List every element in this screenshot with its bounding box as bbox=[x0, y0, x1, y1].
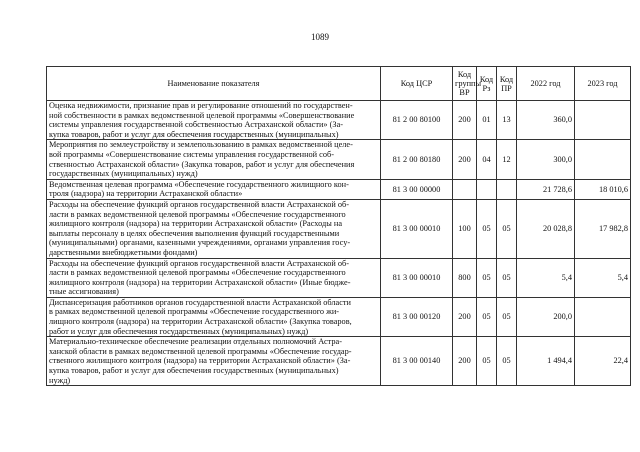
row-name-line: ственностью Астраханской области» (Закупка товаров, работ и услуг для обеспечения bbox=[49, 159, 355, 169]
row-name-line: дарственными внебюджетными фондами) bbox=[49, 247, 198, 257]
row-name bbox=[47, 297, 381, 336]
row-2022: 5,4 bbox=[517, 258, 575, 297]
row-2022: 20 028,8 bbox=[517, 199, 575, 258]
row-pr: 05 bbox=[497, 297, 517, 336]
row-vr: 200 bbox=[453, 297, 477, 336]
row-pr: 13 bbox=[497, 101, 517, 140]
row-name-line: ласти в рамках ведомственной целевой программы «Обеспечение государственного bbox=[49, 209, 346, 219]
row-name-line: жилищного контроля (надзора) на территории Астраханской области» (Расходы на bbox=[49, 219, 343, 229]
page-number: 1089 bbox=[311, 32, 329, 42]
row-2023: 17 982,8 bbox=[575, 199, 631, 258]
row-name-line: Материально-техническое обеспечение реализации отдельных полномочий Астра- bbox=[49, 337, 342, 347]
row-name-line: Диспансеризация работников органов государственной власти Астраханской области bbox=[49, 297, 351, 307]
row-rz: 05 bbox=[477, 337, 497, 386]
row-name-line: государственных (муниципальных) нужд) bbox=[49, 169, 198, 179]
row-2022: 21 728,6 bbox=[517, 179, 575, 199]
row-2023 bbox=[575, 140, 631, 179]
header-2023: 2023 год bbox=[575, 67, 631, 101]
row-name-line: Расходы на обеспечение функций органов государственной власти Астраханской об- bbox=[49, 258, 349, 268]
row-name-line: купка товаров, работ и услуг для обеспечения государственных (муниципальных) bbox=[49, 129, 339, 139]
row-name-line: нужд) bbox=[49, 375, 71, 385]
row-name bbox=[47, 140, 381, 179]
row-pr bbox=[497, 179, 517, 199]
row-rz: 05 bbox=[477, 258, 497, 297]
table-row bbox=[47, 199, 631, 258]
row-2022: 1 494,4 bbox=[517, 337, 575, 386]
row-name-line: выплаты персоналу в целях обеспечения выполнения функций государственными bbox=[49, 228, 340, 238]
table-row bbox=[47, 258, 631, 297]
row-name-line: (муниципальными) органами, казенными учреждениями, органами управления госу- bbox=[49, 238, 351, 248]
row-name bbox=[47, 101, 381, 140]
row-name-line: в рамках ведомственной целевой программы «Обеспечение государственного жи- bbox=[49, 307, 340, 317]
row-name bbox=[47, 199, 381, 258]
row-pr: 05 bbox=[497, 199, 517, 258]
row-name-line: Ведомственная целевая программа «Обеспечение государственного жилищного кон- bbox=[49, 179, 349, 189]
row-name-line: ной собственности в рамках ведомственной целевой программы «Совершенствование bbox=[49, 110, 355, 120]
row-name bbox=[47, 179, 381, 199]
row-name-line: Оценка недвижимости, признание прав и регулирование отношений по государствен- bbox=[49, 101, 353, 110]
table-row bbox=[47, 297, 631, 336]
header-2022: 2022 год bbox=[517, 67, 575, 101]
row-csr: 81 3 00 00000 bbox=[381, 179, 453, 199]
row-csr: 81 2 00 80100 bbox=[381, 101, 453, 140]
row-vr: 200 bbox=[453, 140, 477, 179]
row-vr bbox=[453, 179, 477, 199]
header-csr: Код ЦСР bbox=[381, 67, 453, 101]
row-vr: 100 bbox=[453, 199, 477, 258]
row-rz: 05 bbox=[477, 199, 497, 258]
row-2023 bbox=[575, 101, 631, 140]
row-2022: 200,0 bbox=[517, 297, 575, 336]
row-2023: 22,4 bbox=[575, 337, 631, 386]
table-row bbox=[47, 179, 631, 199]
table-row bbox=[47, 337, 631, 386]
row-name-line: ственного жилищного контроля (надзора) на территории Астраханской области» (За- bbox=[49, 356, 351, 366]
header-rz: Код Рз bbox=[477, 67, 497, 101]
row-name-line: Расходы на обеспечение функций органов государственной власти Астраханской об- bbox=[49, 199, 349, 209]
row-name-line: ласти в рамках ведомственной целевой программы «Обеспечение государственного bbox=[49, 268, 346, 278]
budget-table bbox=[46, 66, 631, 386]
row-rz: 05 bbox=[477, 297, 497, 336]
table-row bbox=[47, 101, 631, 140]
row-2023: 5,4 bbox=[575, 258, 631, 297]
row-csr: 81 3 00 00010 bbox=[381, 199, 453, 258]
row-name-line: ханской области в рамках ведомственной целевой программы «Обеспечение государ- bbox=[49, 346, 352, 356]
row-vr: 800 bbox=[453, 258, 477, 297]
row-pr: 05 bbox=[497, 337, 517, 386]
row-name-line: работ и услуг для обеспечения государственных (муниципальных) нужд) bbox=[49, 326, 309, 336]
row-rz: 04 bbox=[477, 140, 497, 179]
row-name bbox=[47, 258, 381, 297]
row-2023 bbox=[575, 297, 631, 336]
row-name-line: вой программы «Совершенствование системы управления государственной соб- bbox=[49, 149, 334, 159]
row-2023: 18 010,6 bbox=[575, 179, 631, 199]
row-name-line: троля (надзора) на территории Астраханской области» bbox=[49, 189, 243, 199]
row-vr: 200 bbox=[453, 101, 477, 140]
table-header-row bbox=[47, 67, 631, 101]
header-vr: Код группы ВР bbox=[453, 67, 477, 101]
row-name-line: купка товаров, работ и услуг для обеспечения государственных (муниципальных) bbox=[49, 366, 339, 376]
table-row bbox=[47, 140, 631, 179]
row-name-line: лищного контроля (надзора) на территории Астраханской области» (Закупка товаров, bbox=[49, 317, 352, 327]
row-rz bbox=[477, 179, 497, 199]
row-csr: 81 2 00 80180 bbox=[381, 140, 453, 179]
row-pr: 12 bbox=[497, 140, 517, 179]
row-name-line: жилищного контроля (надзора) на территории Астраханской области» (Иные бюдже- bbox=[49, 277, 351, 287]
row-name-line: системы управления государственной собственностью Астраханской области» (За- bbox=[49, 120, 344, 130]
row-2022: 360,0 bbox=[517, 101, 575, 140]
row-csr: 81 3 00 00120 bbox=[381, 297, 453, 336]
row-pr: 05 bbox=[497, 258, 517, 297]
row-vr: 200 bbox=[453, 337, 477, 386]
row-name-line: Мероприятия по землеустройству и землепользованию в рамках ведомственной целе- bbox=[49, 140, 353, 150]
row-name-line: тные ассигнования) bbox=[49, 287, 119, 297]
row-name bbox=[47, 337, 381, 386]
row-csr: 81 3 00 00010 bbox=[381, 258, 453, 297]
header-name: Наименование показателя bbox=[47, 67, 381, 101]
row-2022: 300,0 bbox=[517, 140, 575, 179]
row-csr: 81 3 00 00140 bbox=[381, 337, 453, 386]
header-pr: Код ПР bbox=[497, 67, 517, 101]
row-rz: 01 bbox=[477, 101, 497, 140]
